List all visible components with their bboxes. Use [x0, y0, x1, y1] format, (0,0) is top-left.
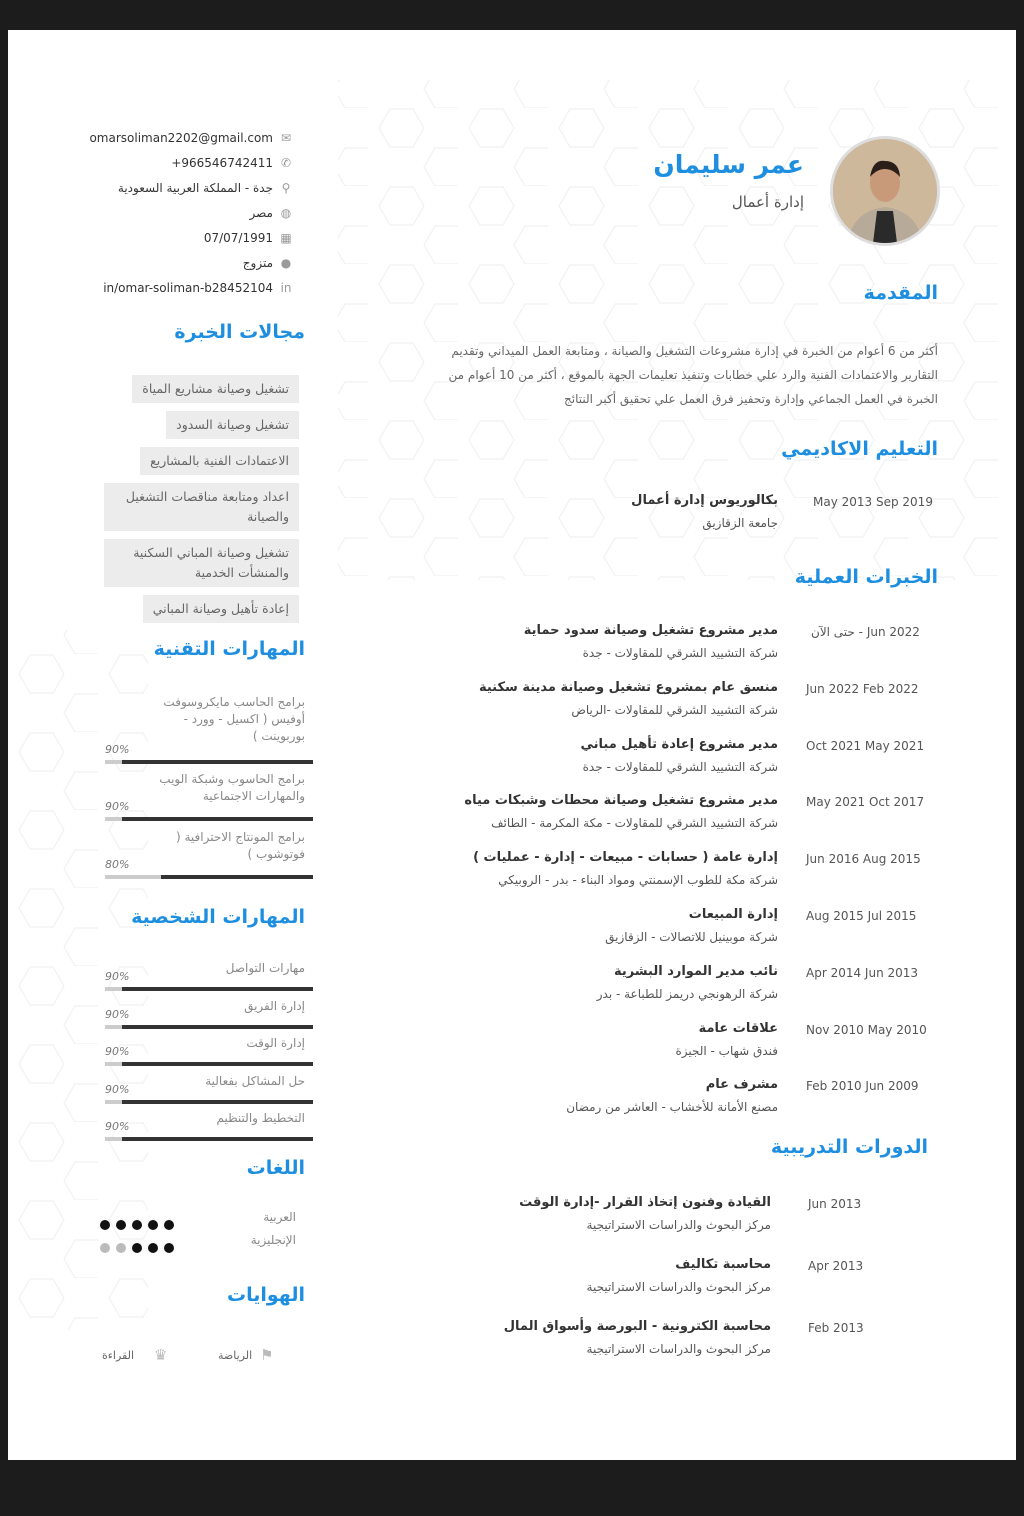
entry-subtitle: شركة التشييد الشرقي للمقاولات - مكة المكرمة - الطائف — [491, 816, 778, 831]
contact-item — [33, 203, 293, 223]
entry-title: نائب مدير الموارد البشرية — [613, 963, 778, 979]
expertise-tag: تشغيل وصيانة المباني السكنية والمنشأت الخدمية — [104, 539, 299, 587]
skill-bar — [105, 1137, 313, 1141]
tech-skills-heading: المهارات التقنية — [153, 638, 305, 660]
contact-item — [33, 278, 293, 298]
language-label: العربية — [263, 1210, 296, 1224]
reading-icon: ♛ — [154, 1346, 168, 1364]
languages-heading: اللغات — [246, 1157, 305, 1179]
contact-value: in/omar-soliman-b28452104 — [103, 281, 273, 295]
entry-subtitle: شركة موبينيل للاتصالات - الزقازيق — [605, 930, 778, 944]
entry-date: Jun 2013 — [808, 1197, 862, 1211]
entry-subtitle: شركة التشييد الشرقي للمقاولات -الرياض — [571, 702, 778, 717]
entry-date: Jun 2016 Aug 2015 — [806, 852, 921, 867]
level-dot — [164, 1220, 174, 1230]
entry-date: Jun 2022 Feb 2022 — [806, 681, 919, 696]
skill-percent: 80% — [105, 858, 130, 871]
level-dot — [132, 1220, 142, 1230]
skill-label: إدارة الفريق — [244, 998, 305, 1013]
skill-bar-fill — [122, 1025, 313, 1029]
entry-date: Apr 2014 Jun 2013 — [806, 965, 919, 980]
entry-subtitle: شركة التشييد الشرقي للمقاولات - جدة — [582, 759, 778, 774]
skill-bar — [105, 987, 313, 991]
entry-date: Aug 2015 Jul 2015 — [806, 909, 917, 923]
person-icon: ● — [280, 256, 292, 270]
contact-item — [33, 228, 293, 248]
skill-percent: 90% — [105, 800, 130, 813]
envelope-icon: ✉ — [280, 131, 292, 145]
personal-skills-heading: المهارات الشخصية — [131, 906, 305, 928]
level-dot — [100, 1220, 110, 1230]
expertise-tag: اعداد ومتابعة مناقصات التشغيل والصيانة — [104, 483, 299, 531]
expertise-tag: تشغيل وصيانة السدود — [166, 411, 299, 439]
phone-icon: ✆ — [280, 156, 292, 170]
calendar-icon: ▦ — [280, 231, 292, 245]
entry-date: حتى الآن - Jun 2022 — [811, 625, 920, 639]
entry-title: القيادة وفنون إتخاذ القرار -إدارة الوقت — [519, 1195, 771, 1210]
expertise-heading: مجالات الخبرة — [174, 321, 305, 343]
entry-subtitle: شركة الرهونجي دريمز للطباعة - بدر — [596, 986, 778, 1001]
hobby-reading: القراءة ♛ — [102, 1346, 168, 1364]
contact-value: omarsoliman2202@gmail.com — [89, 131, 273, 145]
hobby-sports: الرياضة ⚑ — [218, 1346, 274, 1364]
courses-heading: الدورات التدريبية — [770, 1136, 928, 1158]
entry-subtitle: مركز البحوث والدراسات الاستراتيجية — [586, 1218, 771, 1232]
entry-title: مشرف عام — [705, 1077, 778, 1093]
entry-date: Nov 2010 May 2010 — [806, 1022, 927, 1037]
entry-date: Feb 2013 — [808, 1321, 864, 1335]
location-pin-icon: ⚲ — [281, 181, 291, 195]
sports-icon: ⚑ — [260, 1346, 274, 1364]
person-portrait-icon — [833, 139, 937, 243]
skill-label: برامج الحاسب مايكروسوفت أوفيس ( اكسيل - وورد - بوربوينت ) — [163, 695, 305, 743]
skill-bar — [105, 817, 313, 821]
entry-date: May 2013 Sep 2019 — [813, 495, 933, 509]
skill-bar-fill — [122, 817, 313, 821]
entry-title: محاسبة تكاليف — [675, 1257, 771, 1272]
skill-percent: 90% — [105, 970, 130, 983]
contact-item — [33, 153, 293, 173]
entry-title: إدارة المبيعات — [688, 907, 778, 922]
skill-percent: 90% — [105, 743, 130, 756]
skill-bar-fill — [122, 1137, 313, 1141]
entry-subtitle: شركة مكة للطوب الإسمنتي ومواد البناء - بدر - الروبيكي — [498, 873, 778, 888]
candidate-name: عمر سليمان — [653, 150, 804, 179]
contact-item — [33, 128, 293, 148]
skill-percent: 90% — [105, 1045, 130, 1059]
skill-bar-fill — [122, 987, 313, 991]
skill-bar — [105, 1062, 313, 1066]
contact-value: مصر — [249, 206, 273, 220]
entry-subtitle: جامعة الزقازيق — [702, 516, 778, 530]
entry-date: Oct 2021 May 2021 — [806, 738, 925, 753]
entry-title: محاسبة الكترونية - البورصة وأسواق المال — [503, 1319, 771, 1334]
skill-label: حل المشاكل بفعالية — [205, 1073, 305, 1088]
hobbies-heading: الهوايات — [227, 1284, 305, 1306]
contact-item — [33, 253, 293, 273]
expertise-tag: تشغيل وصيانة مشاريع المياة — [132, 375, 299, 403]
entry-date: Apr 2013 — [808, 1259, 864, 1273]
skill-bar-fill — [161, 875, 313, 879]
entry-title: مدير مشروع إعادة تأهيل مباني — [580, 736, 778, 752]
skill-bar — [105, 875, 313, 879]
skill-bar — [105, 1025, 313, 1029]
skill-bar — [105, 760, 313, 764]
entry-subtitle: مصنع الأمانة للأخشاب - العاشر من رمضان — [566, 1100, 778, 1115]
education-heading: التعليم الاكاديمي — [781, 438, 938, 460]
skill-label: إدارة الوقت — [246, 1036, 305, 1051]
entry-title: إدارة عامة ( حسابات - مبيعات - إدارة - عمليات ) — [473, 850, 778, 866]
expertise-tag: إعادة تأهيل وصيانة المباني — [143, 595, 299, 623]
entry-title: مدير مشروع تشغيل وصيانة محطات وشبكات مياه — [464, 793, 778, 809]
globe-icon: ◍ — [280, 206, 292, 220]
skill-percent: 90% — [105, 1120, 130, 1134]
skill-bar-fill — [122, 760, 313, 764]
contact-value: جدة - المملكة العربية السعودية — [117, 181, 273, 195]
entry-date: May 2021 Oct 2017 — [806, 795, 925, 810]
skill-percent: 90% — [105, 1007, 130, 1021]
entry-date: Feb 2010 Jun 2009 — [806, 1079, 919, 1094]
entry-title: مدير مشروع تشغيل وصيانة سدود حماية — [523, 623, 778, 638]
entry-subtitle: فندق شهاب - الجيزة — [675, 1043, 778, 1058]
entry-title: علاقات عامة — [698, 1020, 778, 1036]
skill-bar-fill — [122, 1062, 313, 1066]
resume-page — [8, 30, 1016, 1460]
skill-bar — [105, 1100, 313, 1104]
entry-title: منسق عام بمشروع تشغيل وصيانة مدينة سكنية — [478, 679, 778, 695]
entry-subtitle: مركز البحوث والدراسات الاستراتيجية — [586, 1342, 771, 1356]
contact-value: متزوج — [242, 256, 273, 270]
entry-title: بكالوريوس إدارة أعمال — [631, 493, 778, 508]
skill-label: مهارات التواصل — [225, 961, 305, 975]
linkedin-icon: in — [280, 281, 292, 295]
level-dot — [164, 1243, 174, 1253]
profile-photo — [830, 136, 940, 246]
level-dot — [116, 1220, 126, 1230]
summary-text: أكثر من 6 أعوام من الخبرة في إدارة مشروعات التشغيل والصيانة ، ومتابعة العمل الميداني وتقديم التقارير والاعتمادات الفنية والرد علي خطابات وتنفيذ تعليمات الجهة بالموقع ، أكثر من 10 أعوام من الخبرة في العمل الجماعي وإدارة وتحفيز فرق العمل علي تحقيق أكبر النتائج — [448, 344, 938, 406]
contact-value: +966546742411 — [171, 156, 273, 170]
contact-item — [33, 178, 293, 198]
contact-value: 07/07/1991 — [203, 231, 273, 245]
level-dot — [132, 1243, 142, 1253]
skill-percent: 90% — [105, 1082, 130, 1096]
entry-subtitle: مركز البحوث والدراسات الاستراتيجية — [586, 1280, 771, 1294]
level-dot — [100, 1243, 110, 1253]
skill-label: التخطيط والتنظيم — [216, 1111, 305, 1126]
summary-heading: المقدمة — [863, 282, 938, 304]
skill-bar-fill — [122, 1100, 313, 1104]
level-dot — [148, 1220, 158, 1230]
skill-label: برامج الحاسوب وشبكة الويب والمهارات الاجتماعية — [159, 772, 305, 803]
language-label: الإنجليزية — [250, 1233, 296, 1247]
entry-subtitle: شركة التشييد الشرقي للمقاولات - جدة — [582, 646, 778, 660]
level-dot — [148, 1243, 158, 1253]
language-level-dots — [100, 1238, 180, 1257]
skill-label: برامج المونتاج الاحترافية ( فوتوشوب ) — [175, 830, 305, 861]
level-dot — [116, 1243, 126, 1253]
experience-heading: الخبرات العملية — [794, 566, 938, 588]
language-level-dots — [100, 1215, 180, 1234]
candidate-role: إدارة أعمال — [731, 193, 804, 211]
expertise-tag: الاعتمادات الفنية بالمشاريع — [140, 447, 299, 475]
